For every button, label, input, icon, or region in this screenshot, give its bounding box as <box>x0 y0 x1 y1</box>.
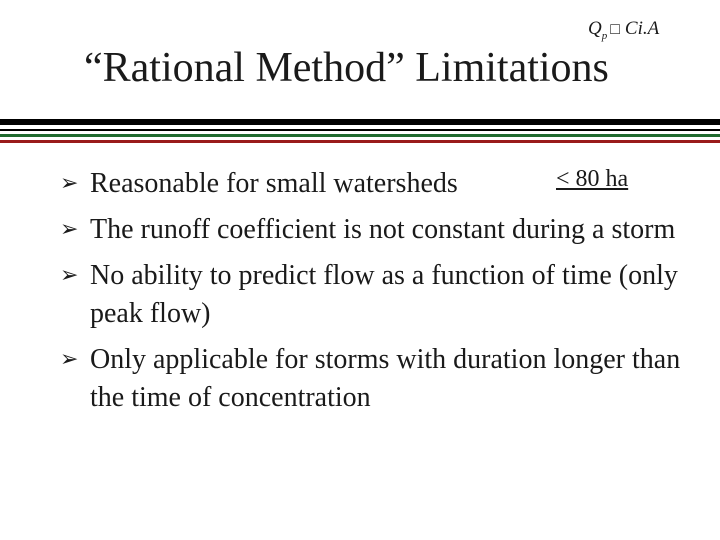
title-divider <box>0 119 720 143</box>
bullet-text: Reasonable for small watersheds <box>90 168 458 199</box>
formula-lhs: Q <box>588 18 602 39</box>
arrow-right-icon: ➢ <box>60 347 79 372</box>
arrow-right-icon: ➢ <box>60 171 79 196</box>
formula-lhs-subscript: p <box>601 30 608 42</box>
divider-line-red <box>0 140 720 143</box>
slide-title: “Rational Method” Limitations <box>84 45 609 91</box>
bullet-text: The runoff coefficient is not constant during a storm <box>90 214 676 245</box>
arrow-right-icon: ➢ <box>60 263 79 288</box>
bullet-text: Only applicable for storms with duration longer than the time of concentration <box>90 344 681 413</box>
bullet-item <box>60 257 700 333</box>
formula-relation-symbol: □ <box>610 21 620 38</box>
bullet-text: No ability to predict flow as a function of time (only peak flow) <box>90 260 678 329</box>
formula <box>588 18 659 42</box>
watershed-size-note: < 80 ha <box>556 166 629 192</box>
formula-rhs: Ci.A <box>624 18 660 39</box>
bullet-list <box>60 165 700 425</box>
arrow-right-icon: ➢ <box>60 217 79 242</box>
bullet-item <box>60 341 700 417</box>
bullet-item <box>60 211 700 249</box>
